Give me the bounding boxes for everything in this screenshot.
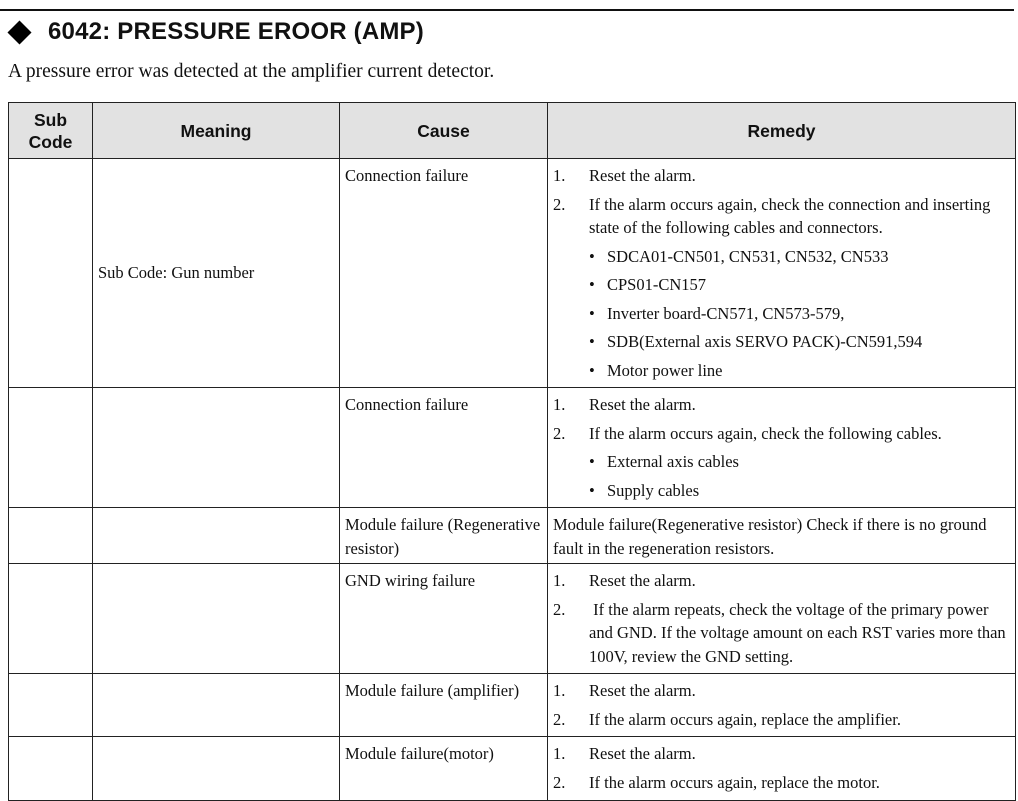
cause-cell: Module failure(motor): [340, 737, 548, 801]
diamond-bullet-icon: [7, 20, 31, 44]
bullet-text: SDCA01-CN501, CN531, CN532, CN533: [607, 246, 889, 266]
step-number: 2.: [553, 599, 566, 619]
step-number: 2.: [553, 709, 566, 729]
remedy-cell: [548, 159, 1016, 388]
header-meaning: Meaning: [93, 103, 340, 159]
sub-code-cell: [9, 564, 93, 674]
sub-code-cell: [9, 674, 93, 737]
remedy-step: [553, 193, 1010, 383]
sub-code-cell: [9, 388, 93, 508]
sub-code-cell: [9, 159, 93, 388]
bullet-dot-icon: •: [589, 360, 595, 380]
bullet-dot-icon: •: [589, 332, 595, 351]
table-row: [9, 508, 1016, 564]
remedy-step: [553, 422, 1010, 503]
bullet-text: External axis cables: [607, 452, 739, 471]
meaning-cell: [93, 674, 340, 737]
sub-code-cell: [9, 737, 93, 801]
step-text: If the alarm occurs again, replace the motor.: [589, 772, 880, 792]
step-number: 1.: [553, 681, 566, 700]
meaning-cell: Sub Code: Gun number: [93, 159, 340, 388]
alarm-table: [8, 102, 1016, 801]
step-text: If the alarm occurs again, check the connection and inserting state of the following cables and connectors.: [589, 194, 991, 237]
meaning-cell: [93, 508, 340, 564]
step-text: Reset the alarm.: [589, 395, 696, 414]
meaning-cell: [93, 564, 340, 674]
header-sub-code-label: Sub Code: [28, 109, 73, 152]
intro-text: A pressure error was detected at the amplifier current detector.: [8, 61, 495, 82]
table-row: [9, 388, 1016, 508]
table-row: [9, 564, 1016, 674]
remedy-step: [553, 708, 1010, 732]
bullet-dot-icon: •: [589, 480, 595, 500]
cause-cell: Module failure (Regenerative resistor): [340, 508, 548, 564]
remedy-step: [553, 742, 1010, 766]
step-number: 1.: [553, 166, 566, 185]
bullet-text: SDB(External axis SERVO PACK)-CN591,594: [607, 332, 923, 351]
table-header-row: [9, 103, 1016, 159]
bullet-dot-icon: •: [589, 303, 595, 323]
step-text: Reset the alarm.: [589, 744, 696, 763]
step-text: Reset the alarm.: [589, 166, 696, 185]
bullet-dot-icon: •: [589, 246, 595, 266]
remedy-step: [553, 569, 1010, 593]
top-rule: [0, 9, 1014, 11]
remedy-step: [553, 393, 1010, 417]
step-text: If the alarm occurs again, replace the amplifier.: [589, 709, 901, 729]
bullet-item: [589, 450, 1010, 474]
bullet-item: [589, 245, 1010, 269]
bullet-text: CPS01-CN157: [607, 275, 707, 294]
sub-code-cell: [9, 508, 93, 564]
remedy-cell: [548, 674, 1016, 737]
header-cause: Cause: [340, 103, 548, 159]
remedy-cell: [548, 564, 1016, 674]
step-number: 1.: [553, 395, 566, 414]
step-number: 1.: [553, 571, 566, 590]
bullet-item: [589, 273, 1010, 297]
bullet-item: [589, 479, 1010, 503]
remedy-step: [553, 598, 1010, 669]
bullet-dot-icon: •: [589, 452, 595, 471]
remedy-step: [553, 679, 1010, 703]
bullet-text: Motor power line: [607, 360, 723, 380]
remedy-cell: [548, 388, 1016, 508]
cause-cell: Connection failure: [340, 388, 548, 508]
step-number: 2.: [553, 772, 566, 792]
meaning-cell: [93, 388, 340, 508]
cause-cell: Module failure (amplifier): [340, 674, 548, 737]
meaning-cell: [93, 737, 340, 801]
remedy-cell: [548, 737, 1016, 801]
remedy-cell: Module failure(Regenerative resistor) Check if there is no ground fault in the regeneration resistors.: [548, 508, 1016, 564]
step-text: If the alarm repeats, check the voltage of the primary power and GND. If the voltage amount on each RST varies more than 100V, review the GND setting.: [589, 599, 1010, 666]
section-heading: [6, 16, 424, 48]
table-row: [9, 737, 1016, 801]
remedy-step: [553, 164, 1010, 188]
table-row: [9, 674, 1016, 737]
cause-cell: Connection failure: [340, 159, 548, 388]
bullet-item: [589, 330, 1010, 354]
bullet-dot-icon: •: [589, 275, 595, 294]
header-sub-code: [9, 103, 93, 159]
bullet-text: Inverter board-CN571, CN573-579,: [607, 303, 845, 323]
step-text: If the alarm occurs again, check the following cables.: [589, 423, 942, 443]
header-remedy: Remedy: [548, 103, 1016, 159]
bullet-item: [589, 359, 1010, 383]
cause-cell: GND wiring failure: [340, 564, 548, 674]
step-number: 1.: [553, 744, 566, 763]
bullet-text: Supply cables: [607, 480, 700, 500]
bullet-item: [589, 302, 1010, 326]
remedy-step: [553, 771, 1010, 795]
section-title: 6042: PRESSURE EROOR (AMP): [48, 18, 424, 45]
step-number: 2.: [553, 194, 566, 214]
table-body: [9, 159, 1016, 801]
step-text: Reset the alarm.: [589, 571, 696, 590]
table-row: [9, 159, 1016, 388]
step-text: Reset the alarm.: [589, 681, 696, 700]
step-number: 2.: [553, 423, 566, 443]
